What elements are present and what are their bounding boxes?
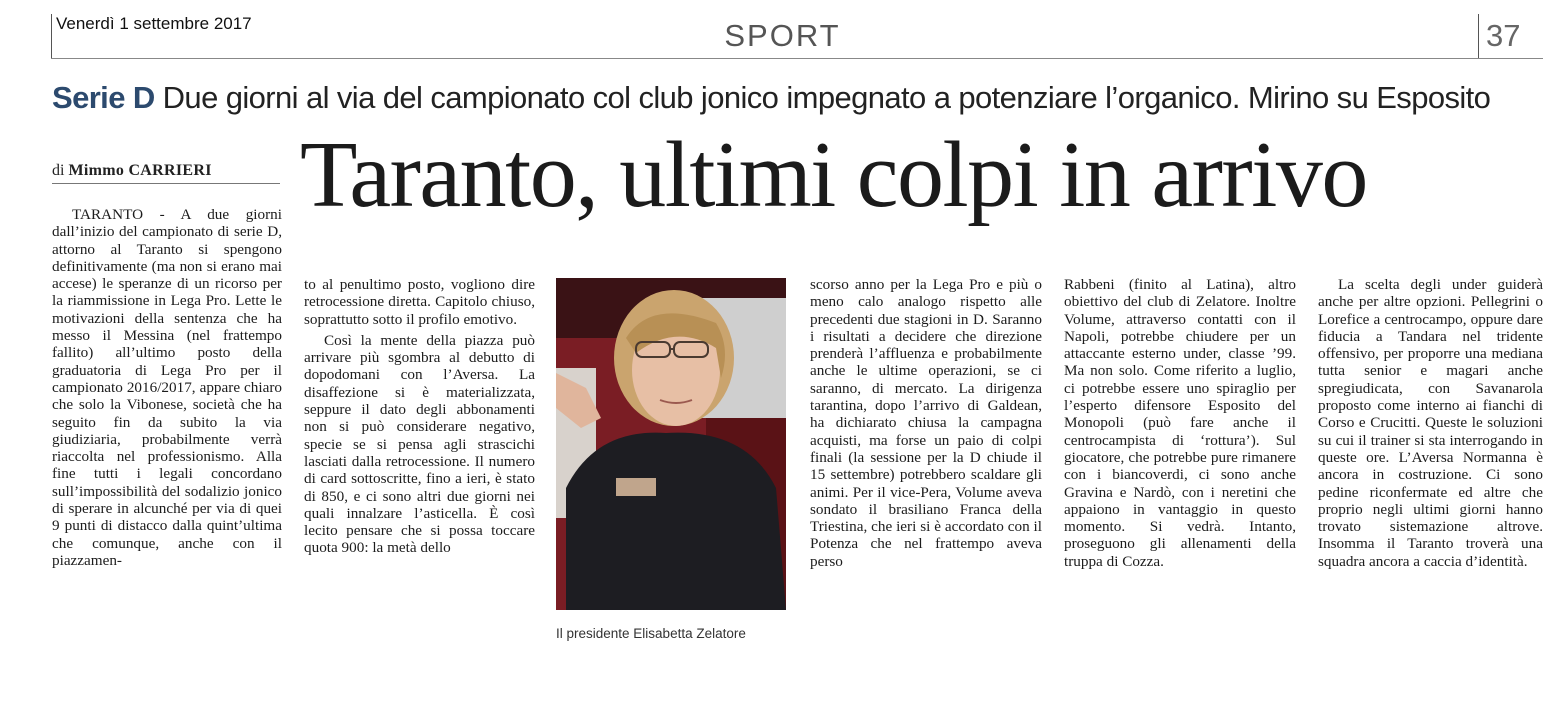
kicker-label: Serie D bbox=[52, 80, 155, 115]
byline-rule bbox=[52, 183, 280, 184]
paragraph: to al penultimo posto, vogliono dire retrocessione diretta. Capitolo chiuso, soprattutto sotto il profilo emotivo. bbox=[304, 276, 535, 328]
byline-prefix: di bbox=[52, 162, 65, 179]
byline bbox=[52, 162, 280, 180]
byline-author: Mimmo CARRIERI bbox=[68, 162, 212, 179]
kicker-text: Due giorni al via del campionato col club jonico impegnato a potenziare l’organico. Mirino su Esposito bbox=[162, 80, 1491, 115]
paragraph: TARANTO - A due giorni dall’inizio del campionato di serie D, attorno al Taranto si spengono definitivamente (ma non si erano mai accese) le speranze di un ricorso per la riammissione in Lega Pro. Lette le motivazioni della sentenza che ha messo il Messina (nel frattempo fallito) all’ultimo posto della graduatoria di Lega Pro per il campionato 2016/2017, appare chiaro che solo la Vibonese, società che ha seguito fin da subito la via giudiziaria, probabilmente verrà riaccolta nel professionismo. Alla fine tutti i legali concordano sull’impossibilità del sodalizio jonico di sperare in alcunché per via di quei 9 punti di distacco dalla quint’ultima che comunque, anche con il piazzamen- bbox=[52, 206, 282, 569]
page-number: 37 bbox=[1486, 18, 1521, 53]
text-column-1 bbox=[52, 206, 282, 573]
text-column-2 bbox=[304, 276, 535, 561]
article-photo bbox=[556, 278, 786, 610]
photo-caption: Il presidente Elisabetta Zelatore bbox=[556, 626, 746, 641]
header-divider-right bbox=[1478, 14, 1479, 58]
text-column-4 bbox=[1064, 276, 1296, 574]
paragraph: Così la mente della piazza può arrivare più sgombra al debutto di dopodomani con l’Aversa. La disaffezione si è materializzata, seppure il dato degli abbonamenti non si può considerare negativo, specie se si pensa agli strascichi lasciati dalla retrocessione. Il numero di card sottoscritte, fino a ieri, è stato di 850, e ci sono altri due giorni nei quali innalzare l’asticella. È così lecito pensare che si possa toccare quota 900: la metà dello bbox=[304, 331, 535, 557]
paragraph: scorso anno per la Lega Pro e più o meno calo analogo rispetto alle precedenti due stagioni in D. Saranno i risultati a decidere che direzione prenderà l’affluenza e probabilmente anche le ultime operazioni, se ci saranno, di mercato. La dirigenza tarantina, dopo l’arrivo di Galdean, ha dichiarato chiusa la campagna acquisti, ma forse un paio di colpi finali (la sessione per la D chiude il 15 settembre) potrebbero scaldare gli animi. Per il vice-Pera, Volume aveva sondato il brasiliano Franca della Triestina, che ieri si è accordato con il Potenza che nel frattempo aveva perso bbox=[810, 276, 1042, 570]
paragraph: La scelta degli under guiderà anche per altre opzioni. Pellegrini o Lorefice a centrocampo, oppure dare fiducia a Tandara nel tridente offensivo, per proporre una mediana tutta senior e magari anche spregiudicata, con Savanarola proposto come interno ai fianchi di Corso e Crucitti. Queste le soluzioni su cui il trainer si sta interrogando in queste ore. L’Aversa Normanna è ancora in costruzione. Ci sono pedine riconfermate ed altre che proprio negli ultimi giorni hanno trovato sistemazione altrove. Insomma il Taranto troverà una squadra ancora a caccia d’identità. bbox=[1318, 276, 1543, 570]
header-rule bbox=[51, 58, 1543, 59]
section-title: SPORT bbox=[724, 18, 841, 53]
article-headline: Taranto, ultimi colpi in arrivo bbox=[300, 123, 1367, 227]
portrait-image bbox=[556, 278, 786, 610]
paragraph: Rabbeni (finito al Latina), altro obiettivo del club di Zelatore. Inoltre Volume, attraverso contatti con il Napoli, potrebbe chiudere per un attaccante esterno under, classe ’99. Ma non solo. Come riferito a luglio, ci potrebbe essere uno spiraglio per l’esperto difensore Esposito del Monopoli (può fare anche il centrocampista di ‘rottura’). Sul giocatore, che potrebbe pure rimanere con i biancoverdi, ci sono anche Gravina e Nardò, con i neretini che appaiono in vantaggio in questo momento. Si vedrà. Intanto, proseguono gli allenamenti della truppa di Cozza. bbox=[1064, 276, 1296, 570]
text-column-3 bbox=[810, 276, 1042, 574]
issue-date: Venerdì 1 settembre 2017 bbox=[56, 14, 252, 33]
text-column-5 bbox=[1318, 276, 1543, 574]
article-kicker bbox=[52, 78, 1542, 118]
